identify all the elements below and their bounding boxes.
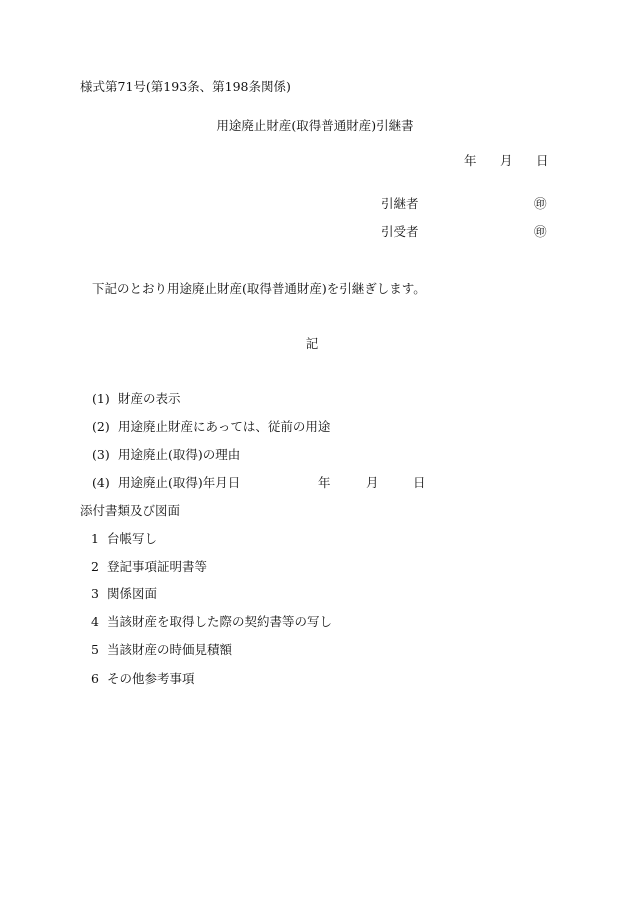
attachment-number: 1 [91, 531, 99, 546]
item-number: (4) [92, 475, 110, 490]
date-month-label: 月 [500, 153, 513, 168]
receiver-seal-mark: ㊞ [534, 224, 547, 239]
attachment-text: その他参考事項 [107, 671, 195, 686]
attachment-text: 当該財産の時価見積額 [107, 642, 233, 657]
attachment-number: 3 [91, 586, 99, 601]
attachment-text: 当該財産を取得した際の契約書等の写し [107, 614, 333, 629]
item-number: (1) [92, 391, 110, 406]
item-date-year-label: 年 [318, 475, 331, 490]
date-day-label: 日 [536, 153, 549, 168]
attachment-number: 2 [91, 559, 99, 574]
attachment-text: 台帳写し [107, 531, 158, 546]
item-date-month-label: 月 [366, 475, 379, 490]
date-year-label: 年 [464, 153, 477, 168]
document-title: 用途廃止財産(取得普通財産)引継書 [216, 118, 414, 133]
form-number: 様式第71号(第193条、第198条関係) [80, 79, 291, 94]
item-number: (2) [92, 419, 110, 434]
transferor-seal-mark: ㊞ [534, 196, 547, 211]
statement-text: 下記のとおり用途廃止財産(取得普通財産)を引継ぎします。 [92, 281, 426, 296]
attachment-text: 登記事項証明書等 [107, 559, 208, 574]
receiver-label: 引受者 [381, 224, 419, 239]
item-text: 用途廃止財産にあっては、従前の用途 [118, 419, 331, 434]
attachment-number: 6 [91, 671, 99, 686]
attachment-number: 4 [91, 614, 99, 629]
transferor-label: 引継者 [381, 196, 419, 211]
item-text: 用途廃止(取得)年月日 [118, 475, 241, 490]
attachment-number: 5 [91, 642, 99, 657]
item-date-day-label: 日 [413, 475, 426, 490]
item-text: 財産の表示 [118, 391, 181, 406]
ki-heading: 記 [305, 336, 319, 351]
attachments-heading: 添付書類及び図面 [80, 503, 181, 518]
item-text: 用途廃止(取得)の理由 [118, 447, 241, 462]
item-number: (3) [92, 447, 110, 462]
attachment-text: 関係図面 [107, 586, 158, 601]
